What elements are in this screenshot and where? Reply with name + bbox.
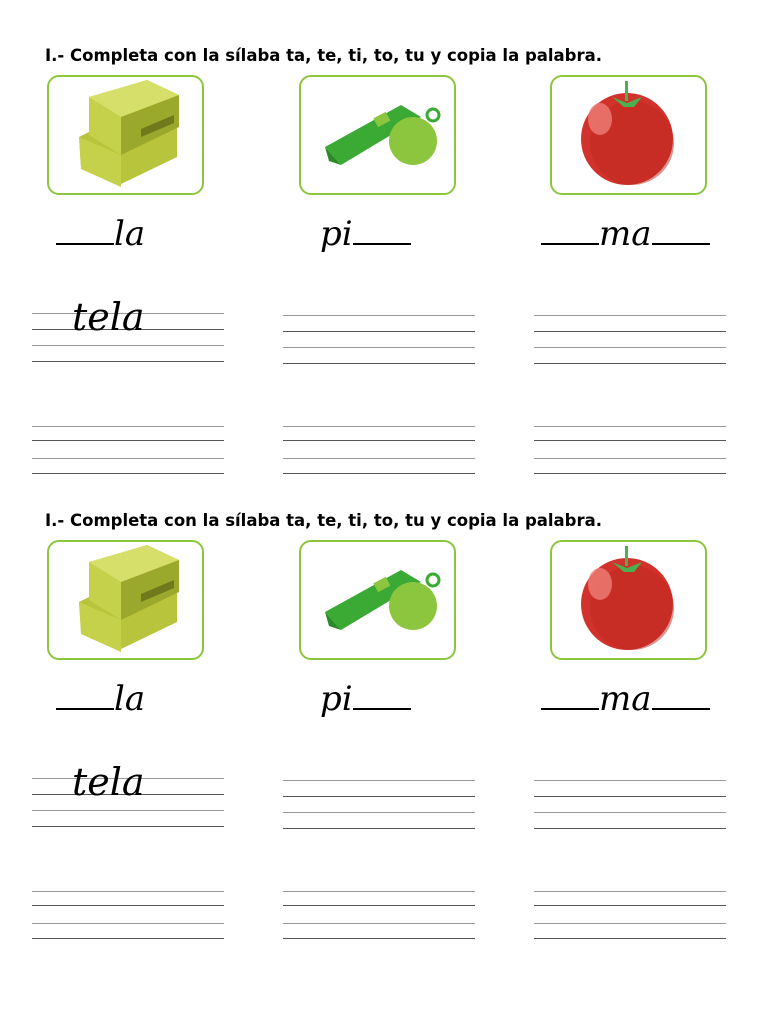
sample-word: tela [72, 295, 145, 339]
fill-blank[interactable] [541, 678, 599, 710]
tomato-icon [552, 542, 704, 657]
whistle-icon [301, 77, 453, 192]
writing-lines[interactable] [534, 770, 726, 830]
word-text: la [114, 679, 146, 719]
fabric-card [47, 75, 204, 195]
word-fill-ma [541, 677, 710, 721]
exercise-heading: I.- Completa con la sílaba ta, te, ti, to, tu y copia la palabra. [45, 46, 603, 65]
word-fill-pi [320, 212, 411, 256]
word-fill-ma [541, 212, 710, 256]
fill-blank[interactable] [353, 678, 411, 710]
word-text: pi [320, 214, 353, 254]
writing-lines[interactable] [32, 295, 224, 365]
writing-lines[interactable] [283, 305, 475, 365]
word-fill-la [56, 677, 145, 721]
word-fill-la [56, 212, 145, 256]
fill-blank[interactable] [56, 678, 114, 710]
writing-lines[interactable] [283, 770, 475, 830]
whistle-icon [301, 542, 453, 657]
fabric-card [47, 540, 204, 660]
word-text: ma [599, 214, 652, 254]
writing-lines[interactable] [32, 883, 224, 943]
writing-lines[interactable] [32, 760, 224, 830]
word-fill-pi [320, 677, 411, 721]
fill-blank[interactable] [56, 213, 114, 245]
fill-blank[interactable] [652, 678, 710, 710]
fill-blank[interactable] [353, 213, 411, 245]
exercise-heading: I.- Completa con la sílaba ta, te, ti, to, tu y copia la palabra. [45, 511, 603, 530]
tomato-card [550, 75, 707, 195]
fabric-roll-icon [49, 542, 201, 657]
word-text: la [114, 214, 146, 254]
whistle-card [299, 540, 456, 660]
fill-blank[interactable] [652, 213, 710, 245]
whistle-card [299, 75, 456, 195]
sample-word: tela [72, 760, 145, 804]
tomato-icon [552, 77, 704, 192]
fabric-roll-icon [49, 77, 201, 192]
writing-lines[interactable] [534, 883, 726, 943]
writing-lines[interactable] [283, 883, 475, 943]
writing-lines[interactable] [534, 305, 726, 365]
word-text: ma [599, 679, 652, 719]
fill-blank[interactable] [541, 213, 599, 245]
word-text: pi [320, 679, 353, 719]
exercise-section-1 [0, 0, 768, 465]
exercise-section-2 [0, 465, 768, 930]
tomato-card [550, 540, 707, 660]
